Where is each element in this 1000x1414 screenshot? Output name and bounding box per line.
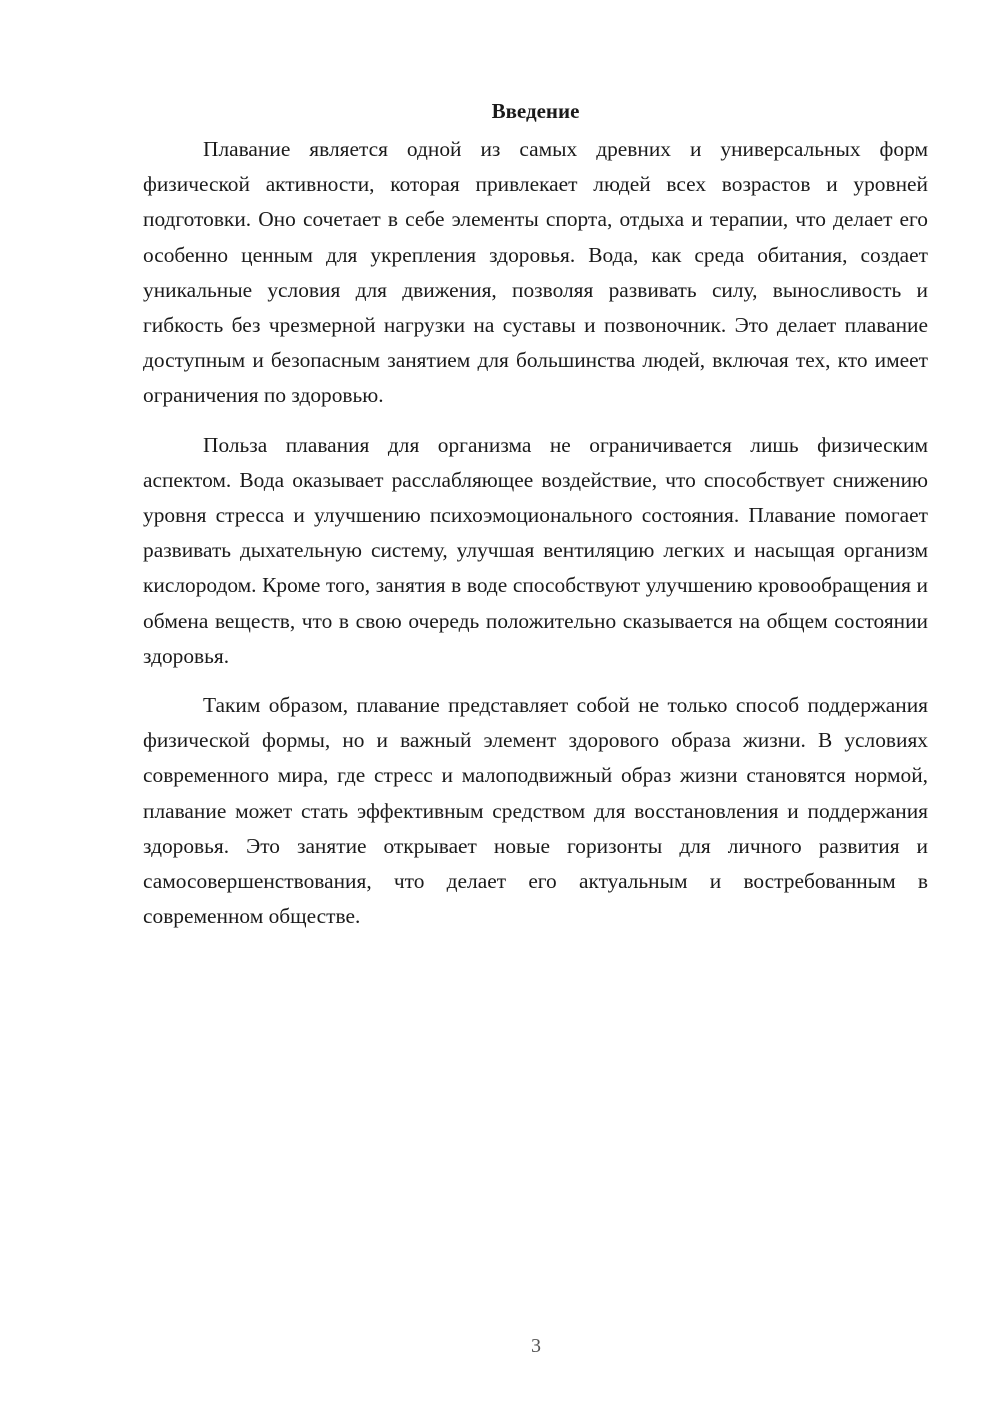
page-content bbox=[143, 96, 928, 948]
section-title: Введение bbox=[491, 99, 580, 123]
paragraph-3: Таким образом, плавание представляет собой не только способ поддержания физической формы, но и важный элемент здорового образа жизни. В условиях современного мира, где стресс и малоподвижный образ жизни становятся нормой, плавание может стать эффективным средством для восстановления и поддержания здоровья. Это занятие открывает новые горизонты для личного развития и самосовершенствования, что делает его актуальным и востребованным в современном обществе. bbox=[143, 693, 928, 929]
paragraph-1: Плавание является одной из самых древних и универсальных форм физической активности, которая привлекает людей всех возрастов и уровней подготовки. Оно сочетает в себе элементы спорта, отдыха и терапии, что делает его особенно ценным для укрепления здоровья. Вода, как среда обитания, создает уникальные условия для движения, позволяя развивать силу, выносливость и гибкость без чрезмерной нагрузки на суставы и позвоночник. Это делает плавание доступным и безопасным занятием для большинства людей, включая тех, кто имеет ограничения по здоровью. bbox=[143, 137, 928, 408]
paragraph-2: Польза плавания для организма не ограничивается лишь физическим аспектом. Вода оказывает расслабляющее воздействие, что способствует снижению уровня стресса и улучшению психоэмоционального состояния. Плавание помогает развивать дыхательную систему, улучшая вентиляцию легких и насыщая организм кислородом. Кроме того, занятия в воде способствуют улучшению кровообращения и обмена веществ, что в свою очередь положительно сказывается на общем состоянии здоровья. bbox=[143, 432, 928, 668]
page-number: 3 bbox=[531, 1335, 541, 1357]
